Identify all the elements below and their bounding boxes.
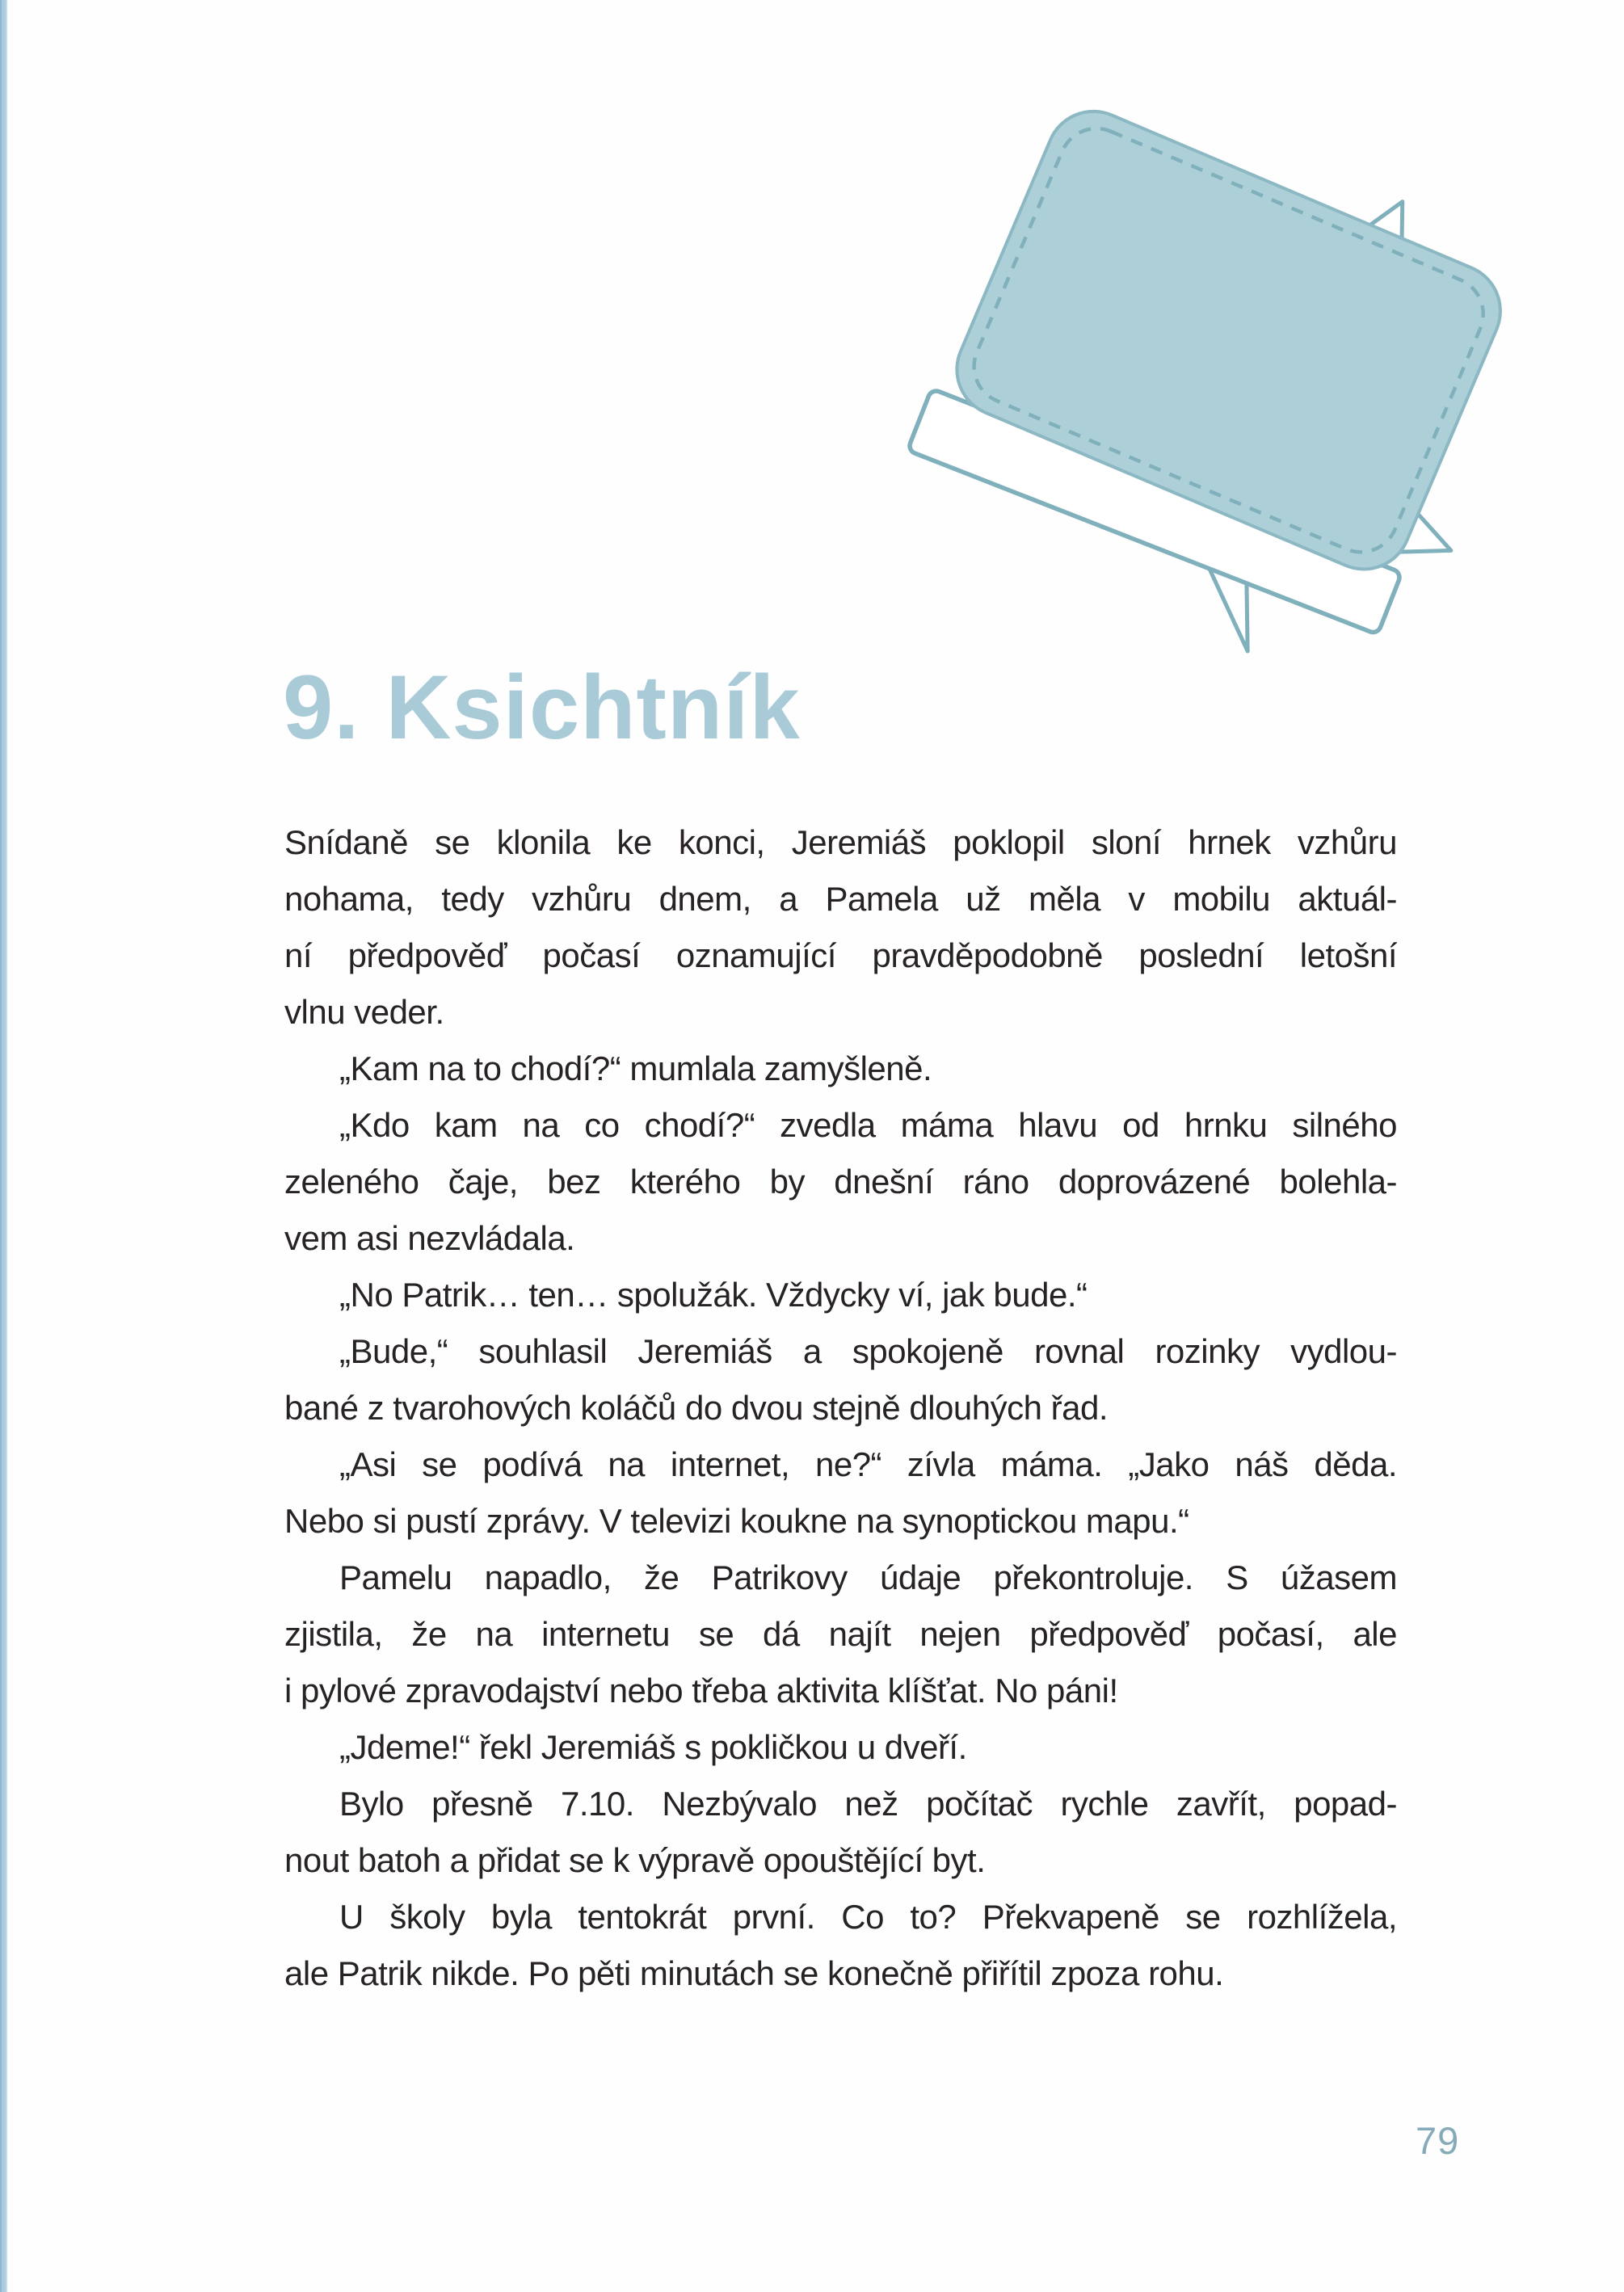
body-line: ale Patrik nikde. Po pěti minutách se konečně přiřítil zpoza rohu. (284, 1954, 1224, 1992)
body-line: Nebo si pustí zprávy. V televizi koukne na synoptickou mapu.“ (284, 1502, 1189, 1540)
body-line: „Kam na to chodí?“ mumlala zamyšleně. (339, 1049, 932, 1087)
body-line: „Asi se podívá na internet, ne?“ zívla máma. „Jako náš děda. (339, 1445, 1397, 1483)
body-line: nout batoh a přidat se k výpravě opouštějící byt. (284, 1841, 986, 1879)
body-line: „Kdo kam na co chodí?“ zvedla máma hlavu od hrnku silného (339, 1106, 1397, 1144)
body-text (284, 814, 1397, 2002)
body-line: bané z tvarohových koláčů do dvou stejně dlouhých řad. (284, 1389, 1109, 1427)
body-line: vlnu veder. (284, 993, 444, 1031)
body-line: vem asi nezvládala. (284, 1219, 575, 1257)
body-line: „No Patrik… ten… spolužák. Vždycky ví, jak bude.“ (339, 1276, 1088, 1314)
body-line: zeleného čaje, bez kterého by dnešní ráno doprovázené bolehla- (284, 1163, 1397, 1201)
body-line: i pylové zpravodajství nebo třeba aktivita klíšťat. No páni! (284, 1672, 1118, 1710)
body-line: zjistila, že na internetu se dá najít nejen předpověď počasí, ale (284, 1615, 1397, 1653)
body-line: ní předpověď počasí oznamující pravděpodobně poslední letošní (284, 936, 1397, 974)
laptop-sketch-illustration (917, 97, 1515, 643)
body-line: „Bude,“ souhlasil Jeremiáš a spokojeně rovnal rozinky vydlou- (339, 1332, 1397, 1370)
page-edge-accent-bar (0, 0, 7, 2292)
laptop-lid-shape (942, 97, 1515, 584)
body-line: nohama, tedy vzhůru dnem, a Pamela už měla v mobilu aktuál- (284, 880, 1397, 918)
page-number: 79 (1416, 2119, 1460, 2162)
body-line: Bylo přesně 7.10. Nezbývalo než počítač rychle zavřít, popad- (339, 1785, 1397, 1823)
body-line: Pamelu napadlo, že Patrikovy údaje překontroluje. S úžasem (339, 1558, 1397, 1596)
body-line: „Jdeme!“ řekl Jeremiáš s pokličkou u dveří. (339, 1728, 967, 1766)
chapter-title: 9. Ksichtník (283, 657, 801, 758)
body-line: Snídaně se klonila ke konci, Jeremiáš poklopil sloní hrnek vzhůru (284, 823, 1397, 861)
body-line: U školy byla tentokrát první. Co to? Překvapeně se rozhlížela, (339, 1898, 1397, 1936)
